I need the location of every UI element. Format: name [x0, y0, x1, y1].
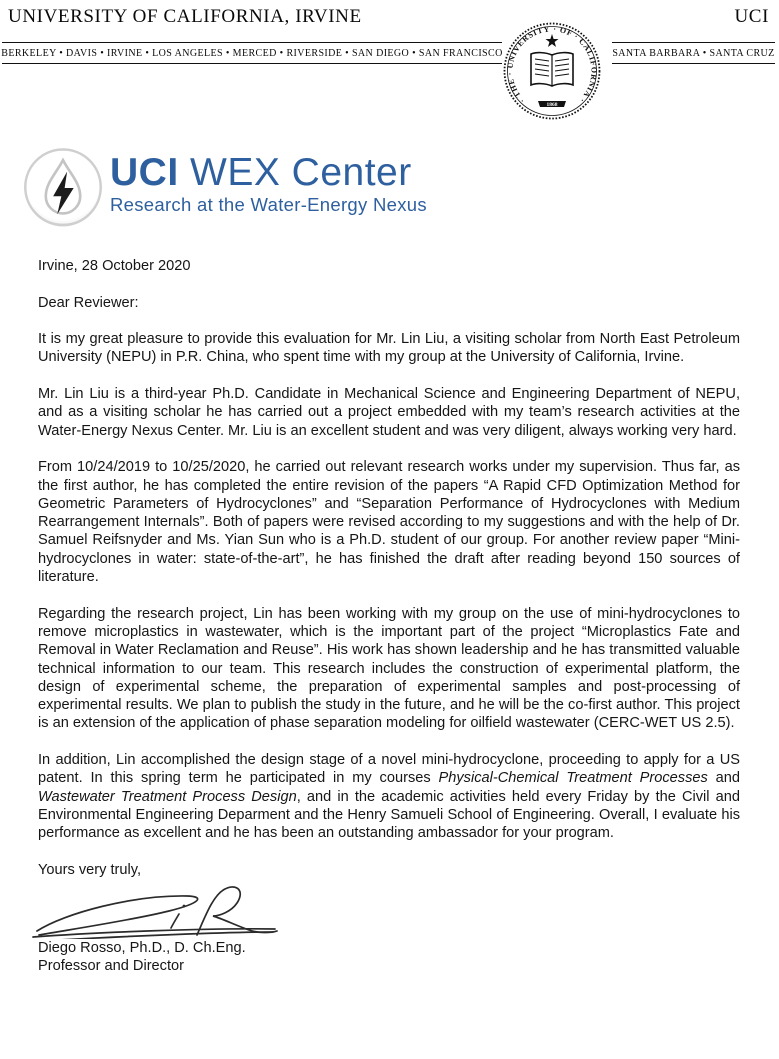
signer-name: Diego Rosso, Ph.D., D. Ch.Eng. [38, 940, 246, 957]
signer-title: Professor and Director [38, 958, 184, 975]
date-line: Irvine, 28 October 2020 [38, 258, 191, 274]
paragraph-courses [38, 751, 740, 842]
wex-tagline: Research at the Water-Energy Nexus [110, 194, 427, 215]
handwritten-signature [29, 883, 279, 939]
salutation: Dear Reviewer: [38, 294, 139, 311]
campus-band-left [2, 42, 502, 64]
seal-year: 1868 [546, 102, 558, 108]
paragraph-background: Mr. Lin Liu is a third-year Ph.D. Candidate in Mechanical Science and Engineering Department of NEPU, and as a visiting scholar he has carried out a project embedded with my team’s research activities at the Water-Energy Nexus Center. Mr. Liu is an excellent student and was very diligent, always working very hard. [38, 386, 740, 439]
course-name-2: Wastewater Treatment Process Design [38, 788, 297, 805]
campus-band [0, 24, 779, 122]
wex-logo-text [110, 147, 427, 215]
campus-band-right [612, 42, 775, 64]
uc-header [0, 0, 779, 42]
closing-line: Yours very truly, [38, 861, 142, 878]
uc-seal-icon [502, 21, 602, 121]
letter-body [38, 257, 740, 976]
university-title: UNIVERSITY OF CALIFORNIA, IRVINE [8, 6, 362, 27]
paragraph-intro: It is my great pleasure to provide this evaluation for Mr. Lin Liu, a visiting scholar from North East Petroleum University (NEPU) in P.R. China, who spent time with my group at the University of California, Irvine. [38, 331, 740, 366]
seal-book-icon [531, 53, 573, 86]
wex-uci-label: UCI [110, 151, 179, 194]
signer-block [38, 939, 740, 976]
uci-abbreviation: UCI [734, 6, 769, 27]
paragraph-papers: From 10/24/2019 to 10/25/2020, he carried out relevant research works under my supervision. Thus far, as the first author, he has completed the entire revision of the papers “A Rapid CFD Optimization Method for Geometric Parameters of Hydrocyclones” and “Separation Performance of Hydrocyclones with Medium Rearrangement Internals”. Both of papers were revised according to my suggestions and with the help of Dr. Samuel Reifsnyder and Ms. Yian Sun who is a Ph.D. student of our group. For another review paper “Mini-hydrocyclones in water: state-of-the-art”, he has finished the draft after reading beyond 150 sources of literature. [38, 459, 740, 586]
signature-block [29, 883, 740, 939]
course-name-1: Physical-Chemical Treatment Processes [438, 770, 708, 787]
wex-center-label: WEX Center [178, 151, 412, 194]
water-energy-drop-icon [22, 147, 104, 229]
wex-center-logo [22, 147, 779, 235]
para5-seg1: In addition, Lin accomplished the design stage of a novel mini-hydrocyclone, proceeding to apply for a US patent. In this spring term he participated in my courses [38, 752, 740, 787]
campus-list-left: BERKELEY • DAVIS • IRVINE • LOS ANGELES • MERCED • RIVERSIDE • SAN DIEGO • SAN FRANCISCO [1, 47, 503, 59]
paragraph-project: Regarding the research project, Lin has been working with my group on the use of mini-hydrocyclones to remove microplastics in wastewater, which is the important part of the project “Microplastics Fate and Removal in Water Reclamation and Reuse”. His work has shown leadership and he has transmitted valuable technical information to our team. This research includes the construction of experimental platform, the design of experimental scheme, the preparation of experimental samples and post-processing of experimental results. We plan to publish the study in the future, and he will be the co-first author. This project is an extension of the application of phase separation modeling for oilfield wastewater (CERC-WET US 2.5). [38, 605, 740, 732]
wex-title [110, 152, 427, 194]
para5-seg5: , and in the academic activities held every Friday by the Civil and Environmental Engineering Deparment and the Henry Samueli School of Engineering. Overall, I evaluate his performance as excellent and he has been an outstanding ambassador for your program. [38, 788, 740, 842]
campus-list-right: SANTA BARBARA • SANTA CRUZ [612, 47, 775, 59]
para5-seg3: and [707, 770, 740, 787]
seal-ring-text: · THE · UNIVERSITY · OF · CALIFORNIA · [505, 24, 599, 105]
